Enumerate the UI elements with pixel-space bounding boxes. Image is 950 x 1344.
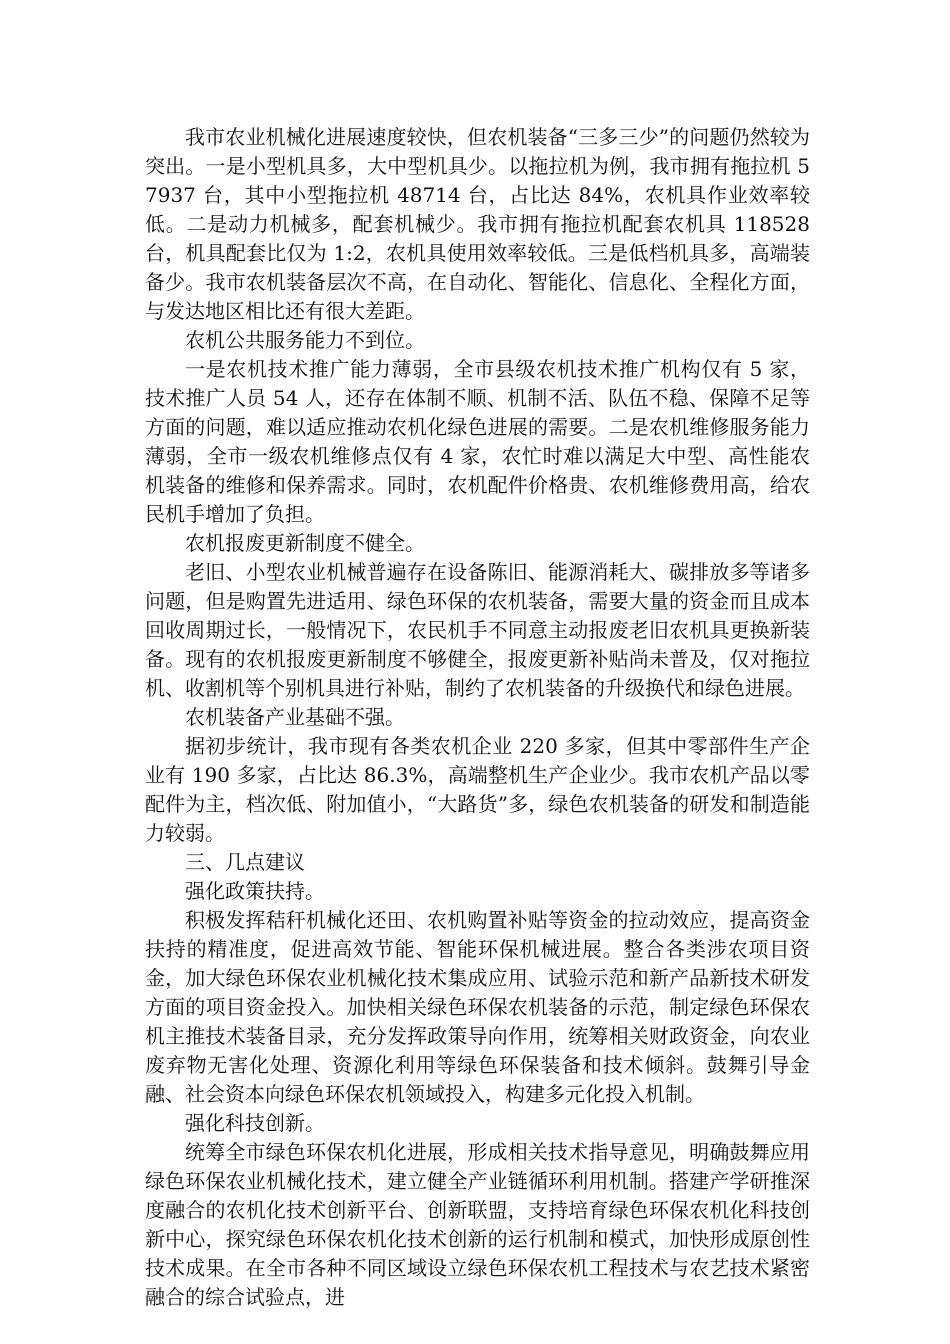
document-body	[145, 123, 810, 1312]
paragraph-public-service: 一是农机技术推广能力薄弱，全市县级农机技术推广机构仅有 5 家，技术推广人员 54 人，还存在体制不顺、机制不活、队伍不稳、保障不足等方面的问题，难以适应推动农机化绿色进展的需要。二是农机维修服务能力薄弱，全市一级农机维修点仅有 4 家，农忙时难以满足大中型、高性能农机装备的维修和保养需求。同时，农机配件价格贵、农机维修费用高，给农民机手增加了负担。	[145, 357, 810, 526]
heading-policy-support: 强化政策扶持。	[185, 879, 325, 903]
paragraph-tech-innovation: 统筹全市绿色环保农机化进展，形成相关技术指导意见，明确鼓舞应用绿色环保农业机械化技术，建立健全产业链循环利用机制。搭建产学研推深度融合的农机化技术创新平台、创新联盟，支持培育绿色环保农机化科技创新中心，探究绿色环保农机化技术创新的运行机制和模式，加快形成原创性技术成果。在全市各种不同区域设立绿色环保农机工程技术与农艺技术紧密融合的综合试验点，进	[145, 1140, 810, 1309]
paragraph-policy-support: 积极发挥秸秆机械化还田、农机购置补贴等资金的拉动效应，提高资金扶持的精准度，促进高效节能、智能环保机械进展。整合各类涉农项目资金，加大绿色环保农业机械化技术集成应用、试验示范和新产品新技术研发方面的项目资金投入。加快相关绿色环保农机装备的示范，制定绿色环保农机主推技术装备目录，充分发挥政策导向作用，统筹相关财政资金，向农业废弃物无害化处理、资源化利用等绿色环保装备和技术倾斜。鼓舞引导金融、社会资本向绿色环保农机领域投入，构建多元化投入机制。	[145, 908, 810, 1106]
paragraph-equipment-issues: 我市农业机械化进展速度较快，但农机装备“三多三少”的问题仍然较为突出。一是小型机具多，大中型机具少。以拖拉机为例，我市拥有拖拉机 57937 台，其中小型拖拉机 48714 台，占比达 84%，农机具作业效率较低。二是动力机械多，配套机械少。我市拥有拖拉机配套农机具 118528 台，机具配套比仅为 1:2，农机具使用效率较低。三是低档机具多，高端装备少。我市农机装备层次不高，在自动化、智能化、信息化、全程化方面，与发达地区相比还有很大差距。	[145, 125, 810, 323]
paragraph-industry-base: 据初步统计，我市现有各类农机企业 220 多家，但其中零部件生产企业有 190 多家，占比达 86.3%，高端整机生产企业少。我市农机产品以零配件为主，档次低、附加值小，“大路货”多，绿色农机装备的研发和制造能力较弱。	[145, 734, 810, 845]
heading-scrap-renewal: 农机报废更新制度不健全。	[185, 531, 425, 555]
paragraph-scrap-renewal: 老旧、小型农业机械普遍存在设备陈旧、能源消耗大、碳排放多等诸多问题，但是购置先进适用、绿色环保的农机装备，需要大量的资金而且成本回收周期过长，一般情况下，农民机手不同意主动报废老旧农机具更换新装备。现有的农机报废更新制度不够健全，报废更新补贴尚未普及，仅对拖拉机、收割机等个别机具进行补贴，制约了农机装备的升级换代和绿色进展。	[145, 560, 810, 700]
heading-public-service: 农机公共服务能力不到位。	[185, 328, 425, 352]
section-heading-suggestions: 三、几点建议	[185, 850, 305, 874]
heading-industry-base: 农机装备产业基础不强。	[185, 705, 405, 729]
heading-tech-innovation: 强化科技创新。	[185, 1111, 325, 1135]
